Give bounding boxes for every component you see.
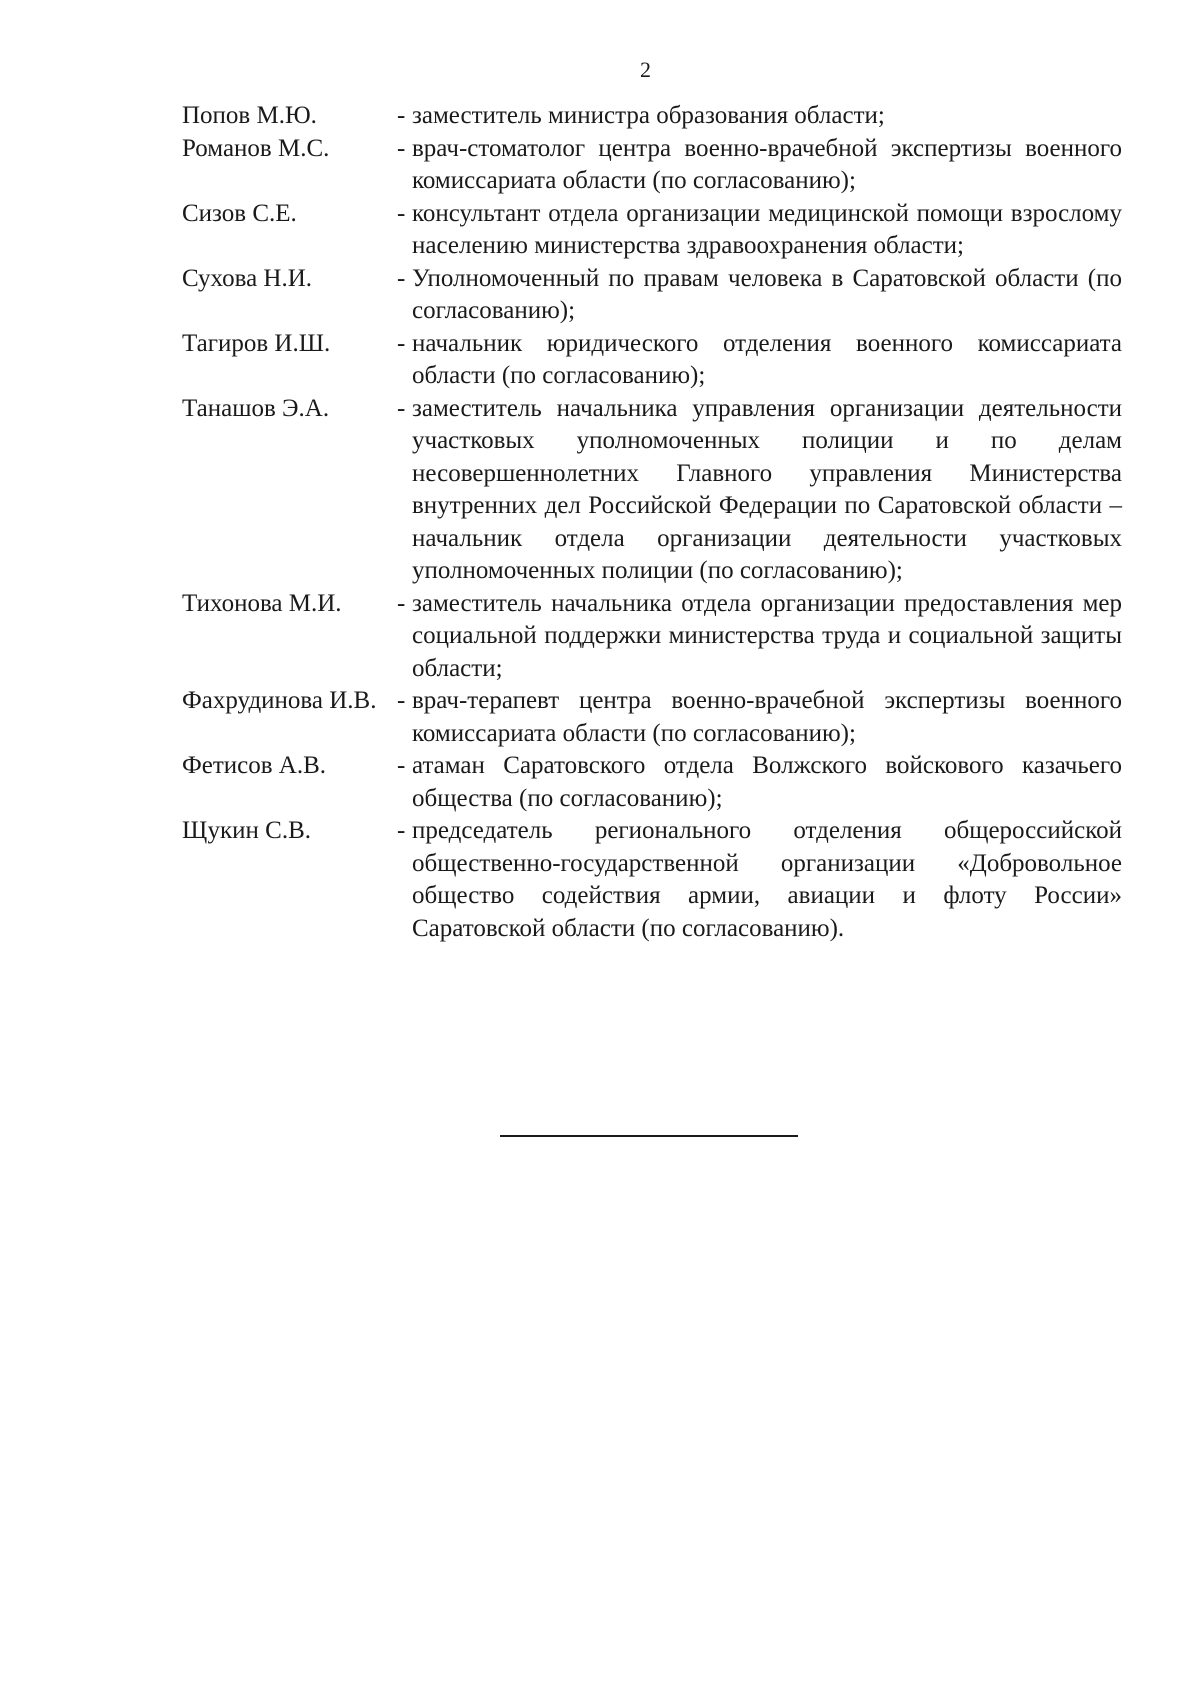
member-name: Фетисов А.В.: [182, 752, 327, 779]
member-name: Танашов Э.А.: [182, 394, 330, 422]
dash: -: [397, 134, 406, 162]
dash: -: [397, 102, 406, 129]
list-item: [182, 815, 1122, 945]
member-name: Щукин С.В.: [182, 817, 312, 844]
closing-divider: [500, 1135, 798, 1137]
dash: -: [397, 199, 406, 227]
member-role: заместитель начальника управления организации деятельности участковых уполномоченных полиции и по делам несовершеннолетних Главного управления Министерства внутренних дел Российской Федерации по Саратовской области – начальник отдела организации деятельности участковых уполномоченных полиции (по согласованию);: [412, 394, 1122, 584]
member-role: заместитель министра образования области;: [412, 102, 885, 129]
list-item: [182, 393, 1122, 588]
list-item: [182, 328, 1122, 393]
list-item: [182, 100, 1122, 133]
list-item: [182, 685, 1122, 750]
member-role: атаман Саратовского отдела Волжского войскового казачьего общества (по согласованию);: [412, 752, 1122, 812]
member-role: заместитель начальника отдела организации предоставления мер социальной поддержки министерства труда и социальной защиты области;: [412, 589, 1122, 682]
member-role: начальник юридического отделения военного комиссариата области (по согласованию);: [412, 329, 1122, 389]
dash: -: [397, 589, 406, 617]
list-item: [182, 588, 1122, 686]
member-role: Уполномоченный по правам человека в Саратовской области (по согласованию);: [412, 264, 1122, 324]
member-name: Романов М.С.: [182, 134, 330, 162]
member-role: врач-стоматолог центра военно-врачебной экспертизы военного комиссариата области (по согласованию);: [412, 134, 1122, 194]
member-name: Тагиров И.Ш.: [182, 329, 331, 357]
member-role: консультант отдела организации медицинской помощи взрослому населению министерства здравоохранения области;: [412, 199, 1122, 259]
member-name: Фахрудинова И.В.: [182, 687, 377, 714]
dash: -: [397, 264, 406, 292]
dash: -: [397, 752, 406, 779]
member-name: Сизов С.Е.: [182, 199, 297, 227]
member-name: Тихонова М.И.: [182, 589, 342, 617]
dash: -: [397, 329, 406, 357]
dash: -: [397, 394, 406, 422]
member-list: [182, 100, 1122, 945]
list-item: [182, 263, 1122, 328]
member-name: Сухова Н.И.: [182, 264, 313, 292]
member-role: врач-терапевт центра военно-врачебной экспертизы военного комиссариата области (по согласованию);: [412, 687, 1122, 747]
list-item: [182, 750, 1122, 815]
list-item: [182, 133, 1122, 198]
dash: -: [397, 817, 406, 844]
member-role: председатель регионального отделения общероссийской общественно-государственной организации «Добровольное общество содействия армии, авиации и флоту России» Саратовской области (по согласованию).: [412, 817, 1122, 942]
member-name: Попов М.Ю.: [182, 102, 317, 129]
list-item: [182, 198, 1122, 263]
page-number: 2: [640, 57, 651, 82]
dash: -: [397, 687, 406, 714]
